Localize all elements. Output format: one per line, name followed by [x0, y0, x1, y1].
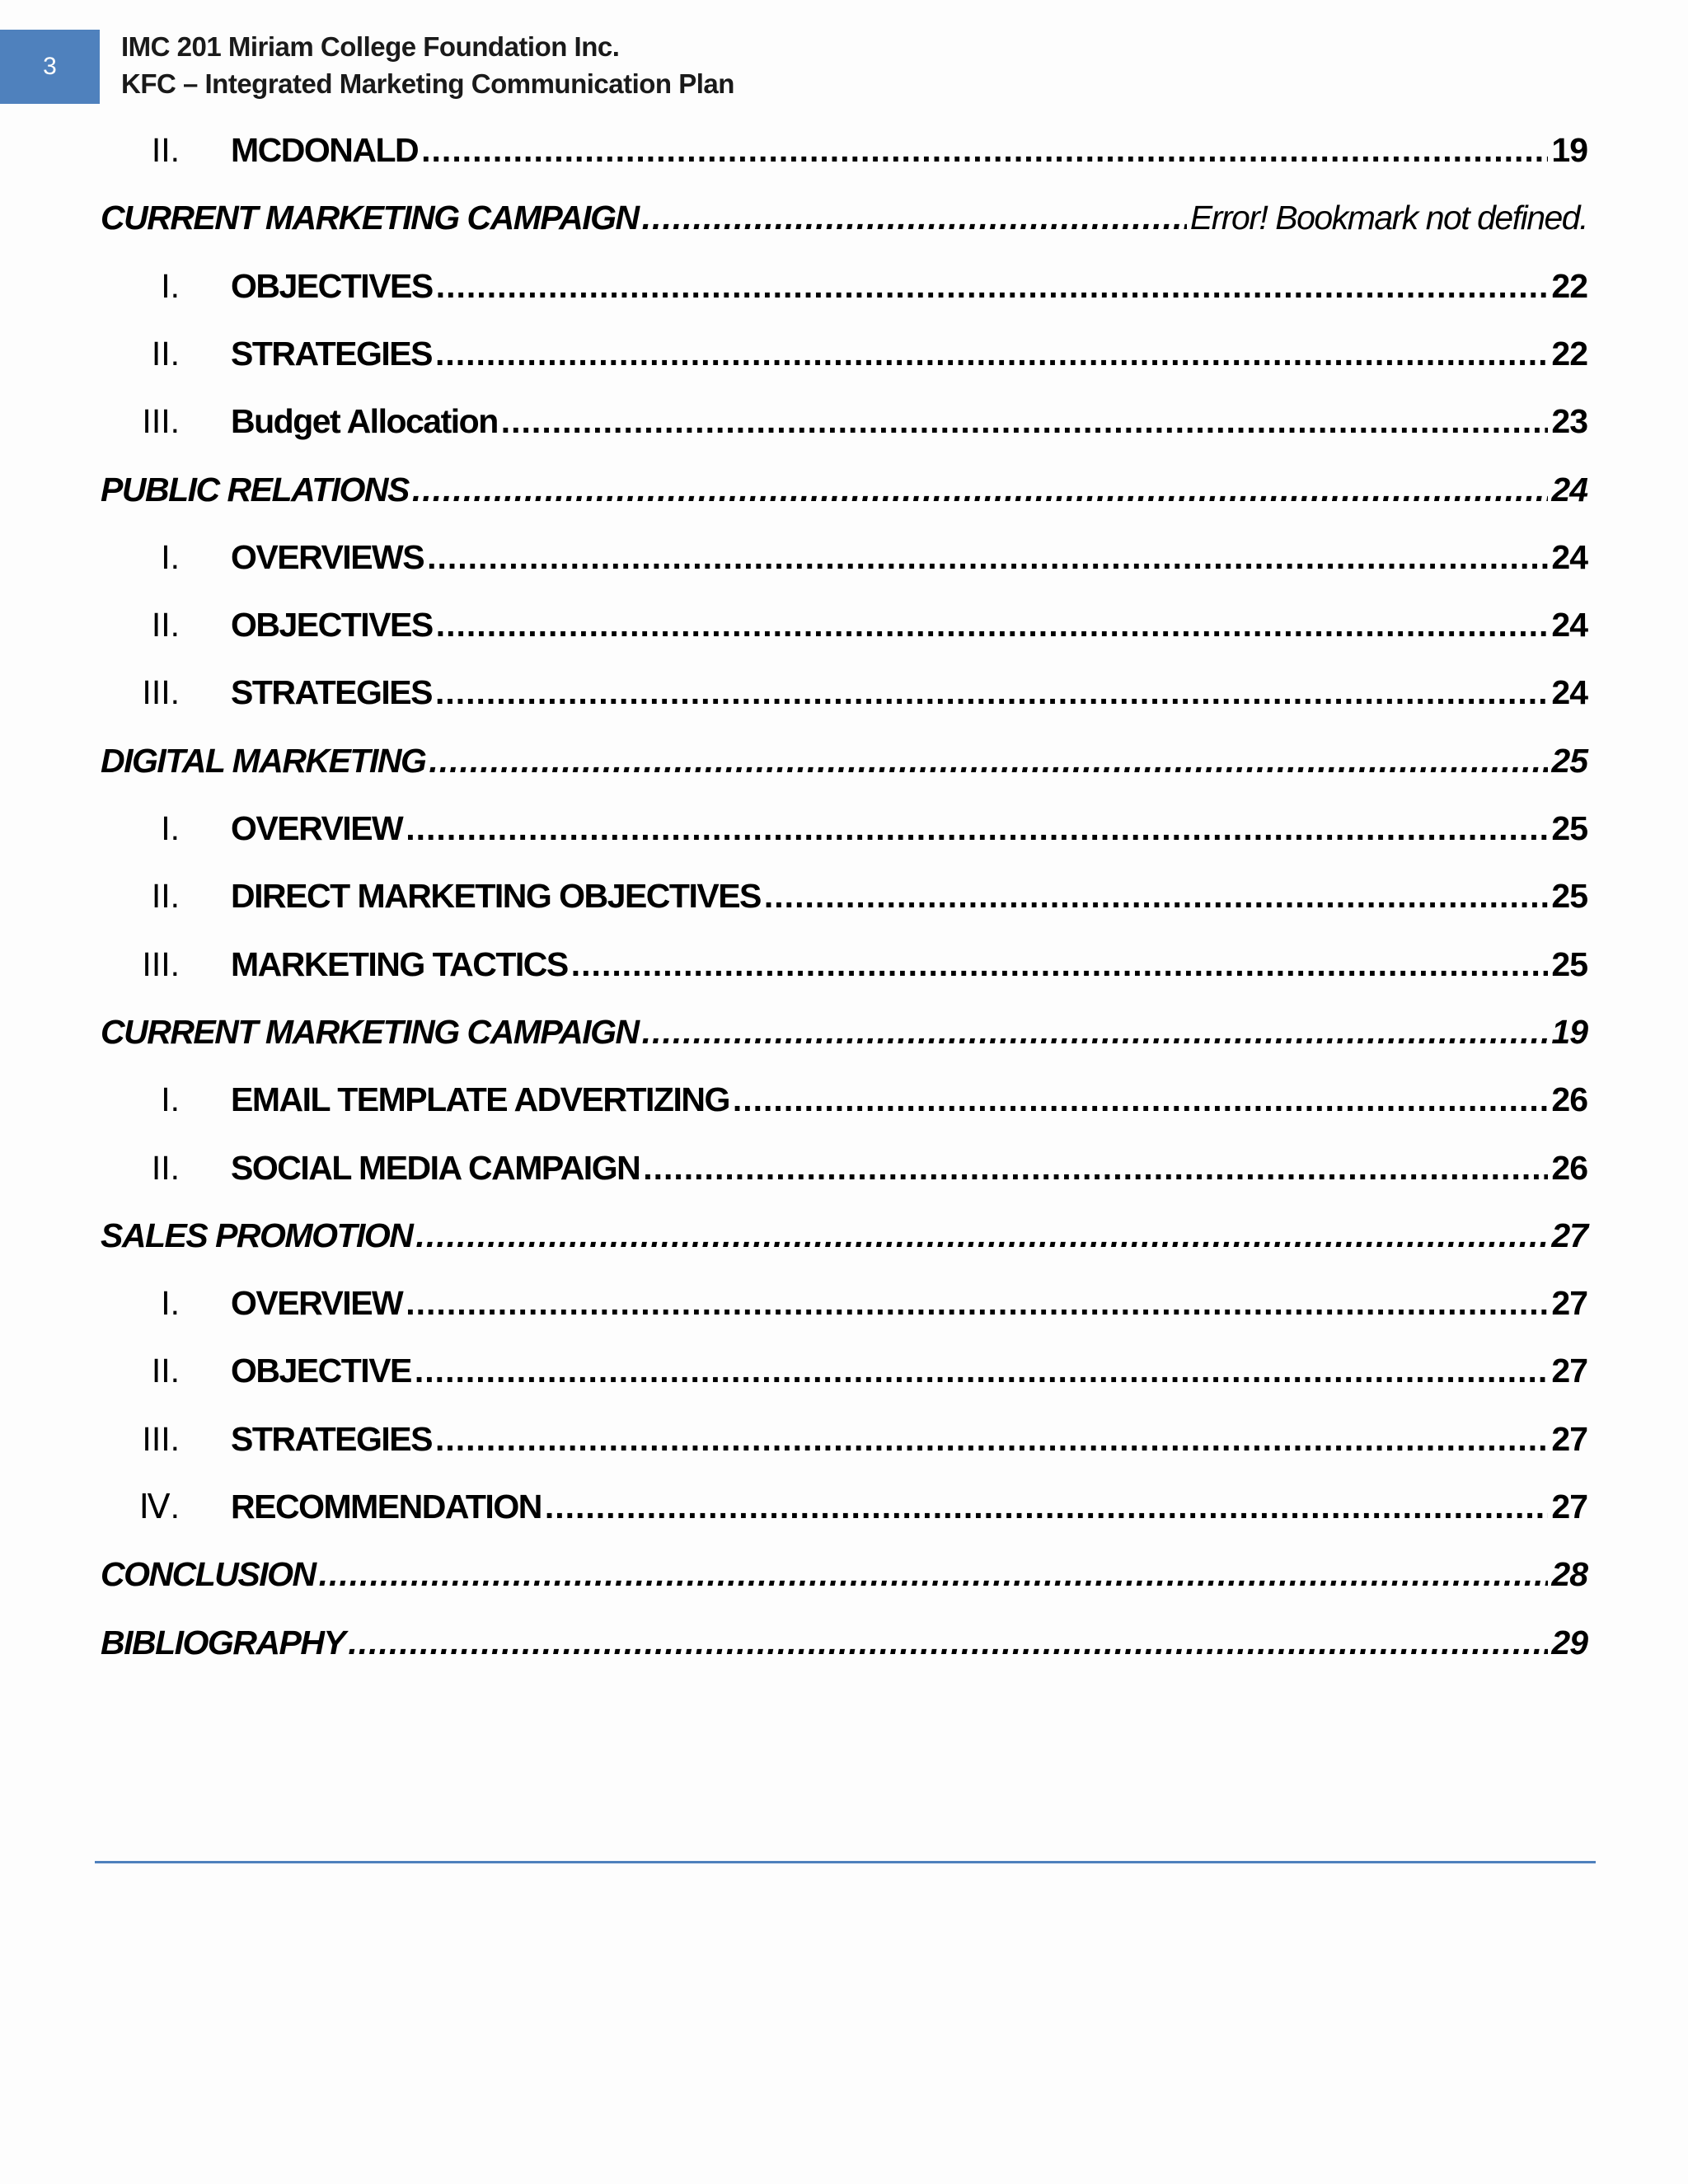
toc-entry-numeral: II.	[151, 606, 180, 644]
toc-entry-page: 25	[1551, 877, 1587, 916]
toc-dot-leader	[406, 805, 1548, 851]
toc-entry[interactable]	[130, 666, 1587, 715]
toc-entry-title: OVERVIEWS	[231, 537, 424, 576]
toc-entry[interactable]	[101, 191, 1587, 241]
toc-entry-title: OBJECTIVE	[231, 1352, 411, 1390]
toc-dot-leader	[412, 466, 1549, 513]
toc-entry-page: 28	[1551, 1555, 1587, 1594]
toc-entry-title: OBJECTIVES	[231, 266, 433, 305]
toc-entry-title: STRATEGIES	[231, 334, 432, 373]
toc-dot-leader	[435, 1416, 1548, 1462]
toc-entry-page: 25	[1551, 944, 1587, 983]
toc-dot-leader	[435, 669, 1548, 715]
toc-entry-title: EMAIL TEMPLATE ADVERTIZING	[231, 1080, 729, 1119]
toc-entry-page: 25	[1551, 741, 1587, 780]
toc-dot-leader	[429, 738, 1548, 784]
toc-entry-title: CONCLUSION	[101, 1555, 316, 1594]
toc-entry[interactable]	[101, 1548, 1587, 1597]
toc-entry-numeral: II.	[151, 877, 180, 916]
toc-entry[interactable]	[101, 1209, 1587, 1258]
toc-entry-page: 25	[1551, 809, 1587, 847]
toc-entry-page: 24	[1551, 537, 1587, 576]
toc-dot-leader	[642, 194, 1187, 241]
toc-entry-page: 22	[1551, 266, 1587, 305]
toc-dot-leader	[545, 1483, 1549, 1530]
toc-entry-page: 26	[1551, 1080, 1587, 1119]
toc-entry-title: STRATEGIES	[231, 1419, 432, 1458]
header-line-course: IMC 201 Miriam College Foundation Inc.	[121, 31, 620, 62]
toc-entry-title: OVERVIEW	[231, 809, 403, 847]
toc-entry-title: SALES PROMOTION	[101, 1216, 413, 1254]
toc-entry[interactable]	[130, 1141, 1587, 1191]
toc-entry[interactable]	[130, 1344, 1587, 1394]
toc-dot-leader	[501, 398, 1549, 444]
toc-entry-numeral: I.	[161, 537, 180, 576]
toc-entry-page: 27	[1551, 1352, 1587, 1390]
toc-entry-title: MCDONALD	[231, 131, 419, 169]
toc-entry-page: 27	[1551, 1216, 1587, 1254]
toc-entry[interactable]	[130, 938, 1587, 987]
toc-entry-page: 22	[1551, 334, 1587, 373]
toc-entry[interactable]	[130, 531, 1587, 580]
toc-entry[interactable]	[130, 327, 1587, 377]
toc-entry-page: 24	[1551, 470, 1587, 509]
toc-entry[interactable]	[130, 260, 1587, 309]
toc-entry-numeral: I.	[161, 809, 180, 847]
toc-entry-numeral: I.	[161, 1284, 180, 1323]
toc-dot-leader	[415, 1347, 1549, 1394]
toc-entry-page: 24	[1551, 673, 1587, 712]
toc-entry-numeral: I.	[161, 1080, 180, 1119]
footer-divider	[95, 1861, 1596, 1863]
page-number: 3	[43, 53, 57, 80]
toc-entry[interactable]	[101, 734, 1587, 784]
toc-dot-leader	[764, 873, 1549, 919]
toc-entry-page: 27	[1551, 1284, 1587, 1323]
toc-entry-page: 23	[1551, 402, 1587, 441]
toc-dot-leader	[436, 263, 1549, 309]
toc-entry-numeral: II.	[151, 1148, 180, 1187]
toc-dot-leader	[733, 1076, 1549, 1122]
toc-entry-title: RECOMMENDATION	[231, 1488, 542, 1526]
toc-entry[interactable]	[101, 1005, 1587, 1055]
toc-entry[interactable]	[130, 1073, 1587, 1122]
toc-dot-leader	[319, 1551, 1549, 1597]
toc-dot-leader	[571, 941, 1549, 987]
toc-entry-page: 27	[1551, 1419, 1587, 1458]
toc-entry-page: 19	[1551, 131, 1587, 169]
toc-dot-leader	[421, 127, 1548, 173]
toc-entry-numeral: III.	[142, 673, 180, 712]
toc-entry-title: OBJECTIVES	[231, 606, 433, 644]
toc-entry[interactable]	[130, 124, 1587, 173]
toc-dot-leader	[406, 1280, 1548, 1326]
toc-entry[interactable]	[130, 1413, 1587, 1462]
toc-entry-page: 29	[1551, 1623, 1587, 1661]
toc-entry-title: CURRENT MARKETING CAMPAIGN	[101, 199, 639, 237]
toc-dot-leader	[427, 534, 1548, 580]
toc-entry-title: DIGITAL MARKETING	[101, 741, 426, 780]
toc-entry[interactable]	[130, 395, 1587, 444]
toc-entry-title: DIRECT MARKETING OBJECTIVES	[231, 877, 761, 916]
toc-entry-numeral: Ⅳ.	[138, 1488, 180, 1526]
toc-entry-title: OVERVIEW	[231, 1284, 403, 1323]
toc-entry[interactable]	[101, 1616, 1587, 1666]
toc-entry-title: STRATEGIES	[231, 673, 432, 712]
toc-entry-page: 27	[1551, 1488, 1587, 1526]
toc-entry-numeral: III.	[142, 944, 180, 983]
toc-entry-title: PUBLIC RELATIONS	[101, 470, 409, 509]
toc-entry-page: 24	[1551, 606, 1587, 644]
toc-dot-leader	[415, 1212, 1548, 1258]
toc-entry-title: Budget Allocation	[231, 402, 498, 441]
header-line-title: KFC – Integrated Marketing Communication Plan	[121, 68, 734, 99]
toc-dot-leader	[642, 1009, 1549, 1055]
toc-entry[interactable]	[130, 598, 1587, 648]
toc-entry-page: 26	[1551, 1148, 1587, 1187]
toc-entry[interactable]	[130, 802, 1587, 851]
toc-entry-numeral: III.	[142, 1419, 180, 1458]
toc-entry[interactable]	[130, 1480, 1587, 1530]
toc-dot-leader	[643, 1145, 1548, 1191]
toc-dot-leader	[435, 330, 1548, 377]
toc-entry[interactable]	[130, 869, 1587, 919]
toc-entry-numeral: II.	[151, 131, 180, 169]
toc-entry-numeral: II.	[151, 1352, 180, 1390]
toc-entry[interactable]	[130, 1277, 1587, 1326]
toc-entry[interactable]	[101, 463, 1587, 513]
toc-entry-title: CURRENT MARKETING CAMPAIGN	[101, 1012, 639, 1051]
toc-entry-title: BIBLIOGRAPHY	[101, 1623, 345, 1661]
toc-entry-page: 19	[1551, 1012, 1587, 1051]
toc-entry-title: MARKETING TACTICS	[231, 944, 568, 983]
toc-entry-page: Error! Bookmark not defined.	[1189, 199, 1587, 237]
toc-entry-numeral: III.	[142, 402, 180, 441]
toc-dot-leader	[436, 602, 1549, 648]
toc-entry-numeral: I.	[161, 266, 180, 305]
toc-entry-title: SOCIAL MEDIA CAMPAIGN	[231, 1148, 640, 1187]
toc-dot-leader	[348, 1619, 1548, 1666]
toc-entry-numeral: II.	[151, 334, 180, 373]
